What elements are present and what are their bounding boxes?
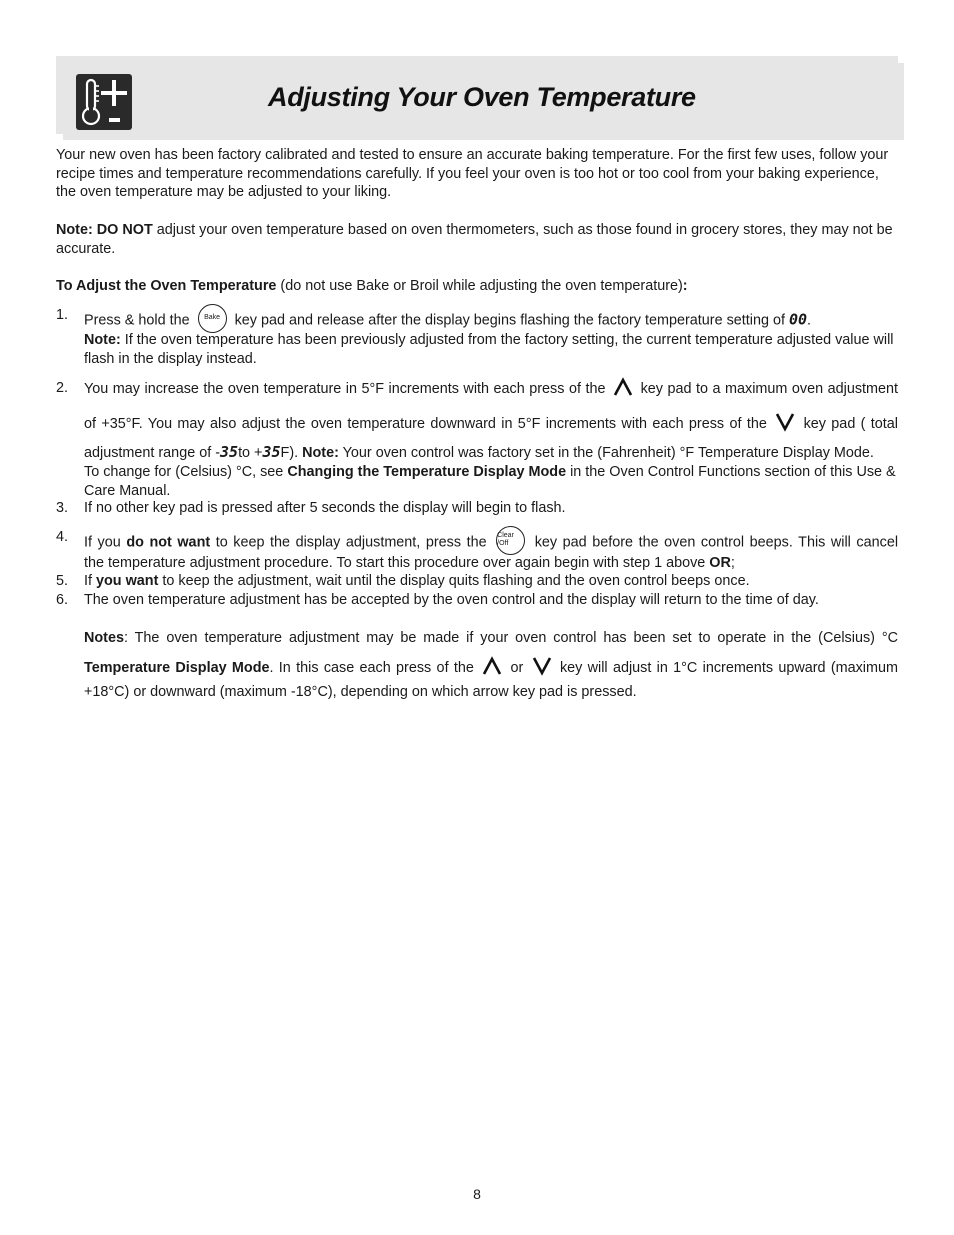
- notes-line-2a: . In this case each press of the: [269, 659, 474, 676]
- notes-line-1: [84, 629, 898, 648]
- step-2-line-2b: key pad ( total: [803, 415, 899, 432]
- step-4-semicolon: ;: [730, 555, 735, 571]
- step-2-line-3b: to +: [238, 445, 263, 461]
- step-4-text-a: If you: [84, 534, 127, 551]
- step-2-line-3d: Your oven control was factory set in the (Fahrenheit) °F Temperature Display Mode.: [338, 445, 874, 461]
- step-5-bold: you want: [96, 573, 159, 589]
- step-2-line-1a: You may increase the oven temperature in 5°F increments with each press of the: [84, 380, 606, 397]
- step-4-line-2-text: the temperature adjustment procedure. To start this procedure over again begin with step 1 above: [84, 555, 710, 571]
- step-2-rest-a: To change for (Celsius) °C, see: [84, 464, 288, 480]
- up-arrow-key-icon: [613, 377, 633, 397]
- notes-line-1-text: : The oven temperature adjustment may be made if your oven control has been set to operate in the (Celsius) °C: [123, 630, 898, 646]
- step-4-line-1: [84, 528, 898, 557]
- note-label: Note: DO NOT: [56, 222, 153, 238]
- thermometer-plus-minus-icon: [76, 74, 132, 130]
- procedure-heading-colon: :: [682, 278, 688, 294]
- up-arrow-key-icon: [482, 656, 502, 676]
- clear-off-key-label: [497, 527, 524, 548]
- procedure-heading: [56, 277, 898, 296]
- step-2-note-label: Note:: [302, 445, 339, 461]
- procedure-heading-note: (do not use Bake or Broil while adjusting the oven temperature): [276, 278, 683, 294]
- down-arrow-key-icon: [532, 656, 552, 676]
- step-4-bold: do not want: [126, 534, 211, 551]
- step-number: 5.: [56, 573, 69, 589]
- note-paragraph: [56, 221, 898, 258]
- notes-line-2: [84, 658, 898, 678]
- step-2-line-2a: of +35°F. You may also adjust the oven temperature downward in 5°F increments with each press of the: [84, 415, 767, 432]
- step-5-text-a: If: [84, 573, 96, 589]
- step-2-line-3: [84, 443, 898, 463]
- step-2-rest: [84, 463, 898, 500]
- step-4-or: OR: [709, 555, 731, 571]
- clear-key-line-1: Clear: [497, 532, 514, 539]
- bake-key-label: Bake: [204, 314, 221, 321]
- step-2-rest-b: in the Oven Control Functions section of this Use & Care Manual.: [84, 464, 896, 499]
- notes-line-2b: key will adjust in 1°C increments upward (maximum: [559, 659, 898, 676]
- step-5-text-b: to keep the adjustment, wait until the display quits flashing and the oven control beeps once.: [158, 573, 750, 589]
- step-2-line-1: [84, 379, 898, 399]
- step-1-text-b: key pad and release after the display begins flashing the factory temperature setting of: [234, 312, 785, 329]
- step-2-line-3a: adjustment range of -: [84, 445, 220, 461]
- step-number: 6.: [56, 592, 69, 608]
- step-2-line-2: [84, 414, 898, 434]
- step-number: 1.: [56, 307, 69, 323]
- step-1-note-label: Note:: [84, 332, 121, 348]
- bake-key-icon: [198, 304, 227, 333]
- display-readout-minus: 35: [220, 443, 239, 461]
- step-2-line-3c: F).: [280, 445, 303, 461]
- page-number: 8: [473, 1186, 481, 1202]
- step-number: 2.: [56, 380, 69, 396]
- notes-bold: Temperature Display Mode: [84, 659, 270, 676]
- step-2-rest-bold: Changing the Temperature Display Mode: [287, 464, 567, 480]
- display-readout: 00: [788, 310, 808, 329]
- note-text: adjust your oven temperature based on oven thermometers, such as those found in grocery stores, they may not be accurate.: [56, 222, 893, 257]
- step-1-text-a: Press & hold the: [84, 312, 190, 329]
- step-4-text-c: key pad before the oven control beeps. This will cancel: [534, 534, 899, 551]
- procedure-heading-bold: To Adjust the Oven Temperature: [56, 278, 277, 294]
- step-4-text-b: to keep the display adjustment, press the: [210, 534, 487, 551]
- step-number: 4.: [56, 529, 69, 545]
- step-1-end: .: [807, 312, 812, 329]
- page-title: Adjusting Your Oven Temperature: [268, 82, 696, 112]
- display-readout-plus: 35: [262, 443, 281, 461]
- step-6-text: The oven temperature adjustment has be accepted by the oven control and the display will return to the time of day.: [84, 592, 819, 608]
- notes-line-3: +18°C) or downward (maximum -18°C), depending on which arrow key pad is pressed.: [84, 684, 637, 700]
- step-number: 3.: [56, 500, 69, 516]
- intro-paragraph: Your new oven has been factory calibrated and tested to ensure an accurate baking temperature. For the first few uses, follow your recipe times and temperature recommendations carefully. If you feel your oven is too hot or too cool from your baking experience, the oven temperature may be adjusted to your liking.: [56, 147, 889, 201]
- step-2-line-1b: key pad to a maximum oven adjustment: [640, 380, 899, 397]
- clear-off-key-icon: [496, 526, 525, 555]
- clear-key-line-2: /Off: [497, 540, 509, 547]
- step-4-line-2: [84, 554, 898, 573]
- notes-label: Notes: [84, 630, 124, 646]
- notes-or: or: [510, 659, 524, 676]
- step-1-note-text: If the oven temperature has been previously adjusted from the factory setting, the current temperature adjusted value will flash in the display instead.: [84, 332, 894, 367]
- step-5-text: [84, 572, 898, 591]
- down-arrow-key-icon: [775, 412, 795, 432]
- step-1-note: [84, 331, 898, 368]
- step-3-text: If no other key pad is pressed after 5 seconds the display will begin to flash.: [84, 500, 566, 516]
